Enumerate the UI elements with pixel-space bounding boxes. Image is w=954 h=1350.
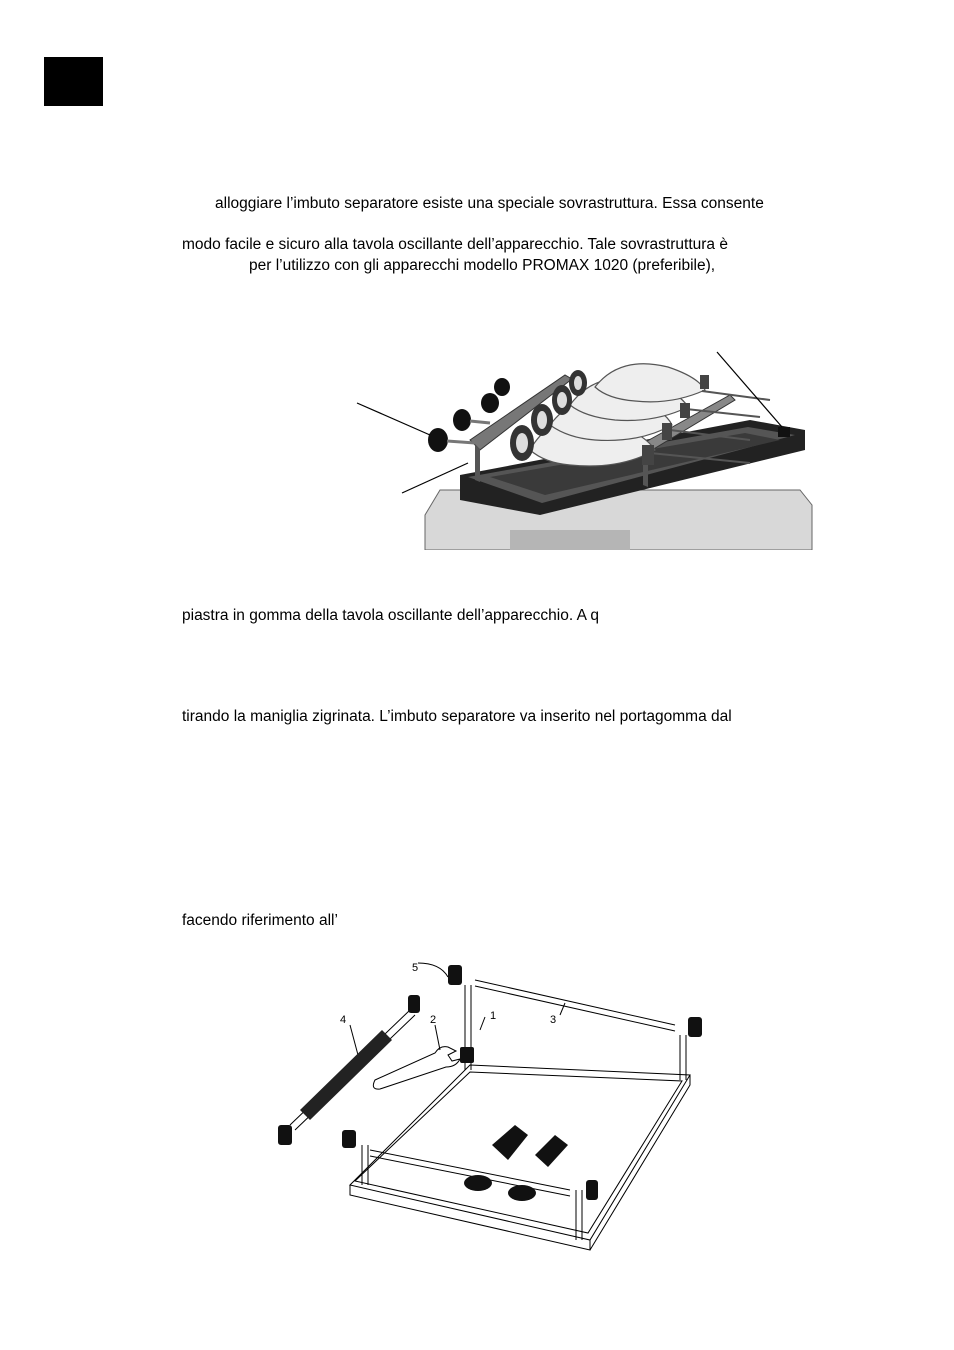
text-line-3: per l’utilizzo con gli apparecchi modello PROMAX 1020 (preferibile), [249, 257, 716, 274]
section-marker-block [44, 57, 103, 106]
diagram-label-4: 4 [340, 1014, 347, 1026]
assembly-diagram [270, 955, 720, 1255]
diagram-label-5: 5 [412, 962, 419, 974]
text-line-2: modo facile e sicuro alla tavola oscillante dell’apparecchio. Tale sovrastruttura è [182, 236, 728, 253]
text-line-4: piastra in gomma della tavola oscillante dell’apparecchio. A q [182, 607, 600, 624]
shaker-photo [350, 345, 820, 550]
diagram-label-1: 1 [490, 1010, 497, 1022]
text-line-6: facendo riferimento all’ [182, 912, 338, 929]
text-line-5: tirando la maniglia zigrinata. L’imbuto separatore va inserito nel portagomma dal [182, 708, 732, 725]
text-line-1: alloggiare l’imbuto separatore esiste una speciale sovrastruttura. Essa consente [215, 195, 764, 212]
diagram-label-2: 2 [430, 1014, 437, 1026]
diagram-label-3: 3 [550, 1014, 557, 1026]
